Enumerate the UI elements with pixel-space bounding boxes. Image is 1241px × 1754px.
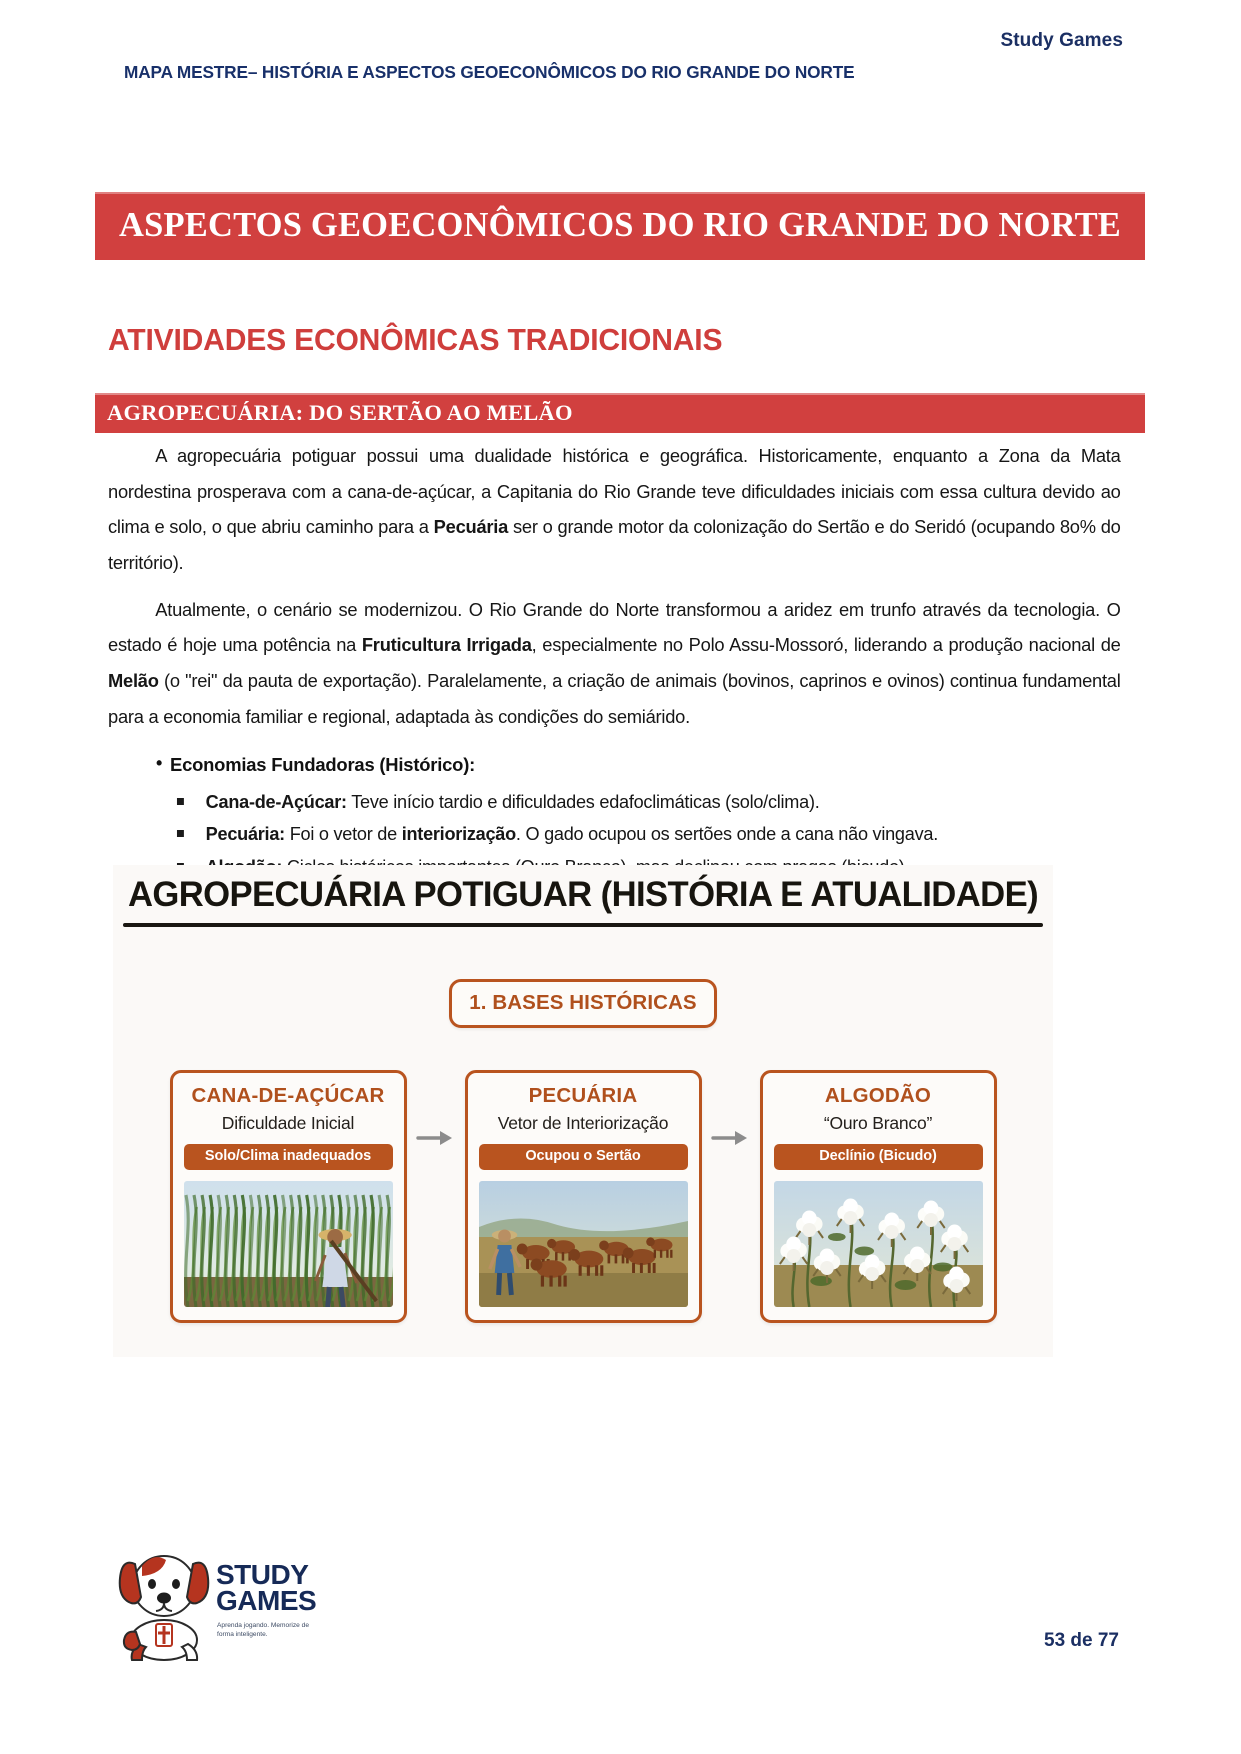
logo-tagline: Aprenda jogando. Memorize de forma inteligente.: [217, 1622, 310, 1638]
page-title: ASPECTOS GEOECONÔMICOS DO RIO GRANDE DO NORTE: [118, 206, 1122, 244]
sugarcane-field-worker-image: [184, 1181, 393, 1307]
paragraph-group: [108, 438, 1136, 735]
dog-mascot-icon: [118, 1536, 210, 1664]
page-header: [0, 0, 1241, 110]
card-subtitle: Dificuldade Inicial: [221, 1113, 355, 1133]
emphasis-text: Melão: [108, 670, 159, 692]
infographic: [113, 865, 1053, 1357]
logo-wordmark: [216, 1559, 317, 1616]
card-title: CANA-DE-AÇÚCAR: [191, 1084, 385, 1107]
card-badge: Declínio (Bicudo): [774, 1144, 983, 1170]
body-content: [108, 438, 1136, 883]
body-text: (o "rei" da pauta de exportação). Paralelamente, a criação de animais (bovinos, caprinos e ovinos) continua fundamental para a economia familiar e regional, adaptada às condições do semiárido.: [108, 670, 1121, 727]
infographic-card: [170, 1070, 407, 1323]
list-item: [174, 818, 1126, 851]
infographic-body: [113, 927, 1053, 1357]
breadcrumb: MAPA MESTRE– HISTÓRIA E ASPECTOS GEOECONÔMICOS DO RIO GRANDE DO NORTE: [124, 62, 855, 82]
footer-logo: [118, 1536, 333, 1671]
arrow-right-icon: [407, 1070, 465, 1148]
body-text: ser o grande motor da colonização do Sertão e do Seridó (ocupando 8o% do território).: [108, 516, 1121, 574]
paragraph: [108, 438, 1121, 581]
body-text: . O gado ocupou os sertões onde a cana não vingava.: [515, 823, 938, 845]
card-subtitle: “Ouro Branco”: [823, 1113, 933, 1133]
subsection-title: AGROPECUÁRIA: DO SERTÃO AO MELÃO: [107, 400, 573, 425]
infographic-card: [760, 1070, 997, 1323]
card-badge: Ocupou o Sertão: [479, 1144, 688, 1170]
brand-mark: Study Games: [1000, 30, 1123, 51]
logo-line-2: GAMES: [216, 1584, 317, 1616]
card-subtitle: Vetor de Interiorização: [497, 1113, 669, 1133]
infographic-card: [465, 1070, 702, 1323]
cattle-herd-rancher-image: [479, 1181, 688, 1307]
logo-line-1: STUDY: [216, 1559, 309, 1590]
step-pill-bases-historicas: 1. BASES HISTÓRICAS: [449, 979, 717, 1028]
emphasis-text: Fruticultura Irrigada: [361, 634, 532, 656]
list-item: • Economias Fundadoras (Histórico):: [156, 749, 1136, 780]
card-title: PECUÁRIA: [528, 1084, 638, 1107]
list-item: [174, 786, 1126, 819]
body-text: Teve início tardio e dificuldades edafoclimáticas (solo/clima).: [346, 790, 820, 812]
title-banner: [95, 192, 1145, 260]
paragraph: [108, 592, 1121, 735]
bullet-list-primary: [108, 749, 1136, 780]
emphasis-text: Pecuária:: [205, 823, 285, 845]
body-text: A agropecuária potiguar possui uma dualidade histórica e geográfica. Historicamente, enquanto a Zona da Mata nordestina prosperava com a cana-de-açúcar, a Capitania do Rio Grande teve dificuldades iniciais com essa cultura devido ao clima e solo, o que abriu caminho para a: [108, 445, 1121, 538]
arrow-right-icon: [702, 1070, 760, 1148]
body-text: , especialmente no Polo Assu-Mossoró, liderando a produção nacional de: [531, 634, 1121, 656]
body-text: Foi o vetor de: [284, 823, 402, 845]
emphasis-text: Cana-de-Açúcar:: [205, 790, 347, 812]
emphasis-text: interiorização: [401, 823, 516, 845]
infographic-cards-row: [113, 1070, 1053, 1323]
card-badge: Solo/Clima inadequados: [184, 1144, 393, 1170]
infographic-title: AGROPECUÁRIA POTIGUAR (HISTÓRIA E ATUALIDADE): [127, 875, 1039, 914]
section-heading: ATIVIDADES ECONÔMICAS TRADICIONAIS: [108, 322, 723, 357]
body-text: Atualmente, o cenário se modernizou. O Rio Grande do Norte transformou a aridez em trunfo através da tecnologia. O estado é hoje uma potência na: [108, 598, 1121, 656]
subsection-banner: [95, 393, 1145, 433]
emphasis-text: Pecuária: [433, 516, 509, 538]
card-title: ALGODÃO: [824, 1084, 932, 1107]
cotton-bolls-field-image: [774, 1181, 983, 1307]
page-number: 53 de 77: [1044, 1630, 1119, 1651]
